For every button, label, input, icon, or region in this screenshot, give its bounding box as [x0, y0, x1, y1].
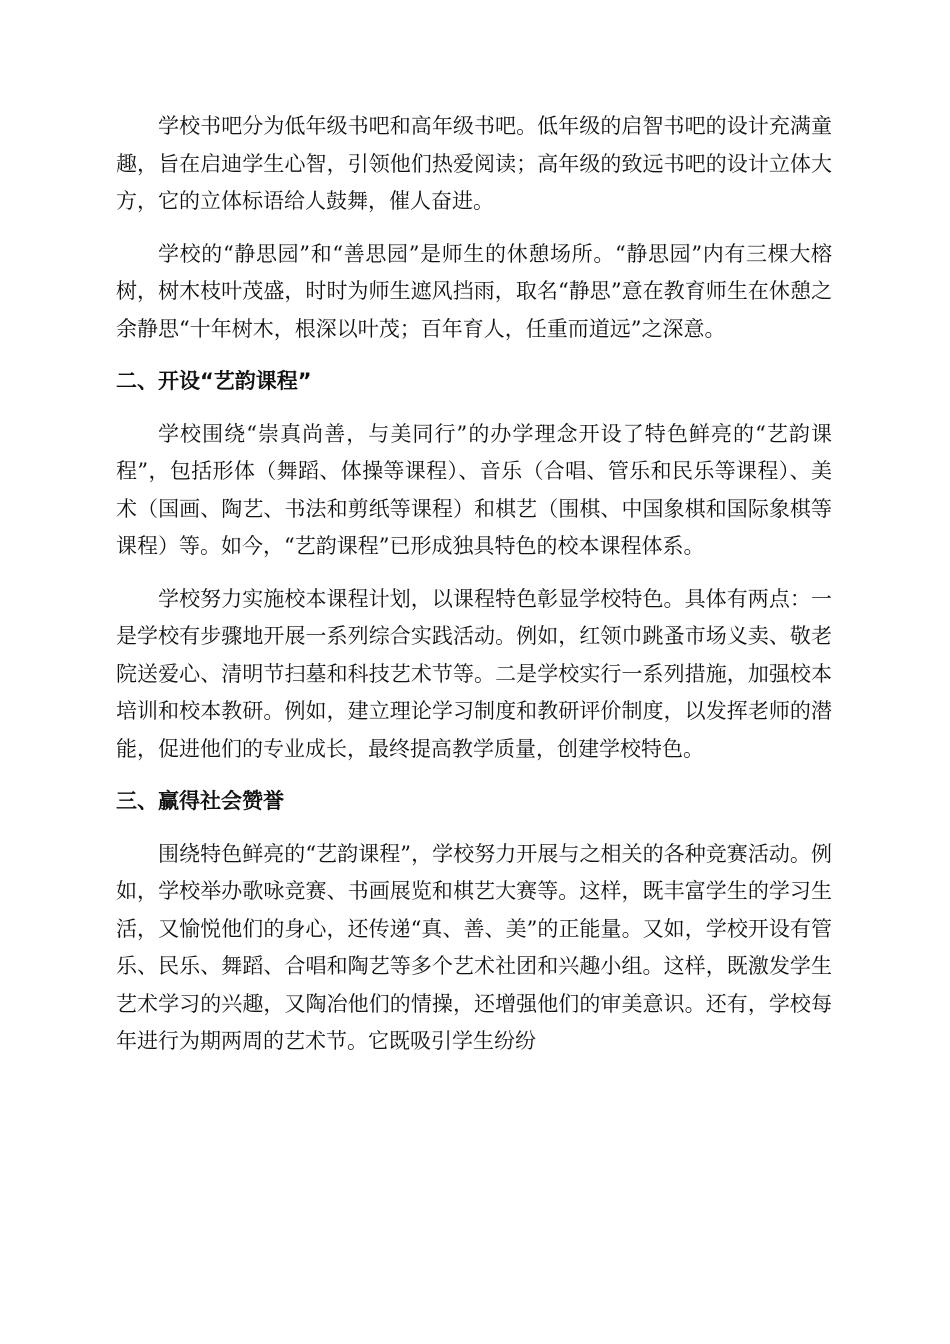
paragraph-art-course: 学校围绕“崇真尚善，与美同行”的办学理念开设了特色鲜亮的“艺韵课程”，包括形体（舞蹈、体操等课程）、音乐（合唱、管乐和民乐等课程）、美术（国画、陶艺、书法和剪纸等课程）和棋艺（围棋、中国象棋和国际象棋等课程）等。如今，“艺韵课程”已形成独具特色的校本课程体系。 [116, 421, 832, 558]
paragraph-book-bar: 学校书吧分为低年级书吧和高年级书吧。低年级的启智书吧的设计充满童趣，旨在启迪学生心智，引领他们热爱阅读；高年级的致远书吧的设计立体大方，它的立体标语给人鼓舞，催人奋进。 [116, 114, 832, 213]
paragraph-garden: 学校的“静思园”和“善思园”是师生的休憩场所。“静思园”内有三棵大榕树，树木枝叶茂盛，时时为师生遮风挡雨，取名“静思”意在教育师生在休憩之余静思“十年树木，根深以叶茂；百年育人，任重而道远”之深意。 [116, 241, 832, 341]
section-heading-2: 二、开设“艺韵课程” [116, 369, 312, 393]
section-heading-3: 三、赢得社会赞誉 [116, 789, 284, 813]
paragraph-school-plan: 学校努力实施校本课程计划，以课程特色彰显学校特色。具体有两点：一是学校有步骤地开展一系列综合实践活动。例如，红领巾跳蚤市场义卖、敬老院送爱心、清明节扫墓和科技艺术节等。二是学校实行一系列措施，加强校本培训和校本教研。例如，建立理论学习制度和教研评价制度，以发挥老师的潜能，促进他们的专业成长，最终提高教学质量，创建学校特色。 [116, 586, 832, 761]
paragraph-competitions: 围绕特色鲜亮的“艺韵课程”，学校努力开展与之相关的各种竞赛活动。例如，学校举办歌咏竞赛、书画展览和棋艺大赛等。这样，既丰富学生的学习生活，又愉悦他们的身心，还传递“真、善、美”的正能量。又如，学校开设有管乐、民乐、舞蹈、合唱和陶艺等多个艺术社团和兴趣小组。这样，既激发学生艺术学习的兴趣，又陶冶他们的情操，还增强他们的审美意识。还有，学校每年进行为期两周的艺术节。它既吸引学生纷纷 [116, 841, 832, 1053]
document-page [116, 108, 832, 1076]
